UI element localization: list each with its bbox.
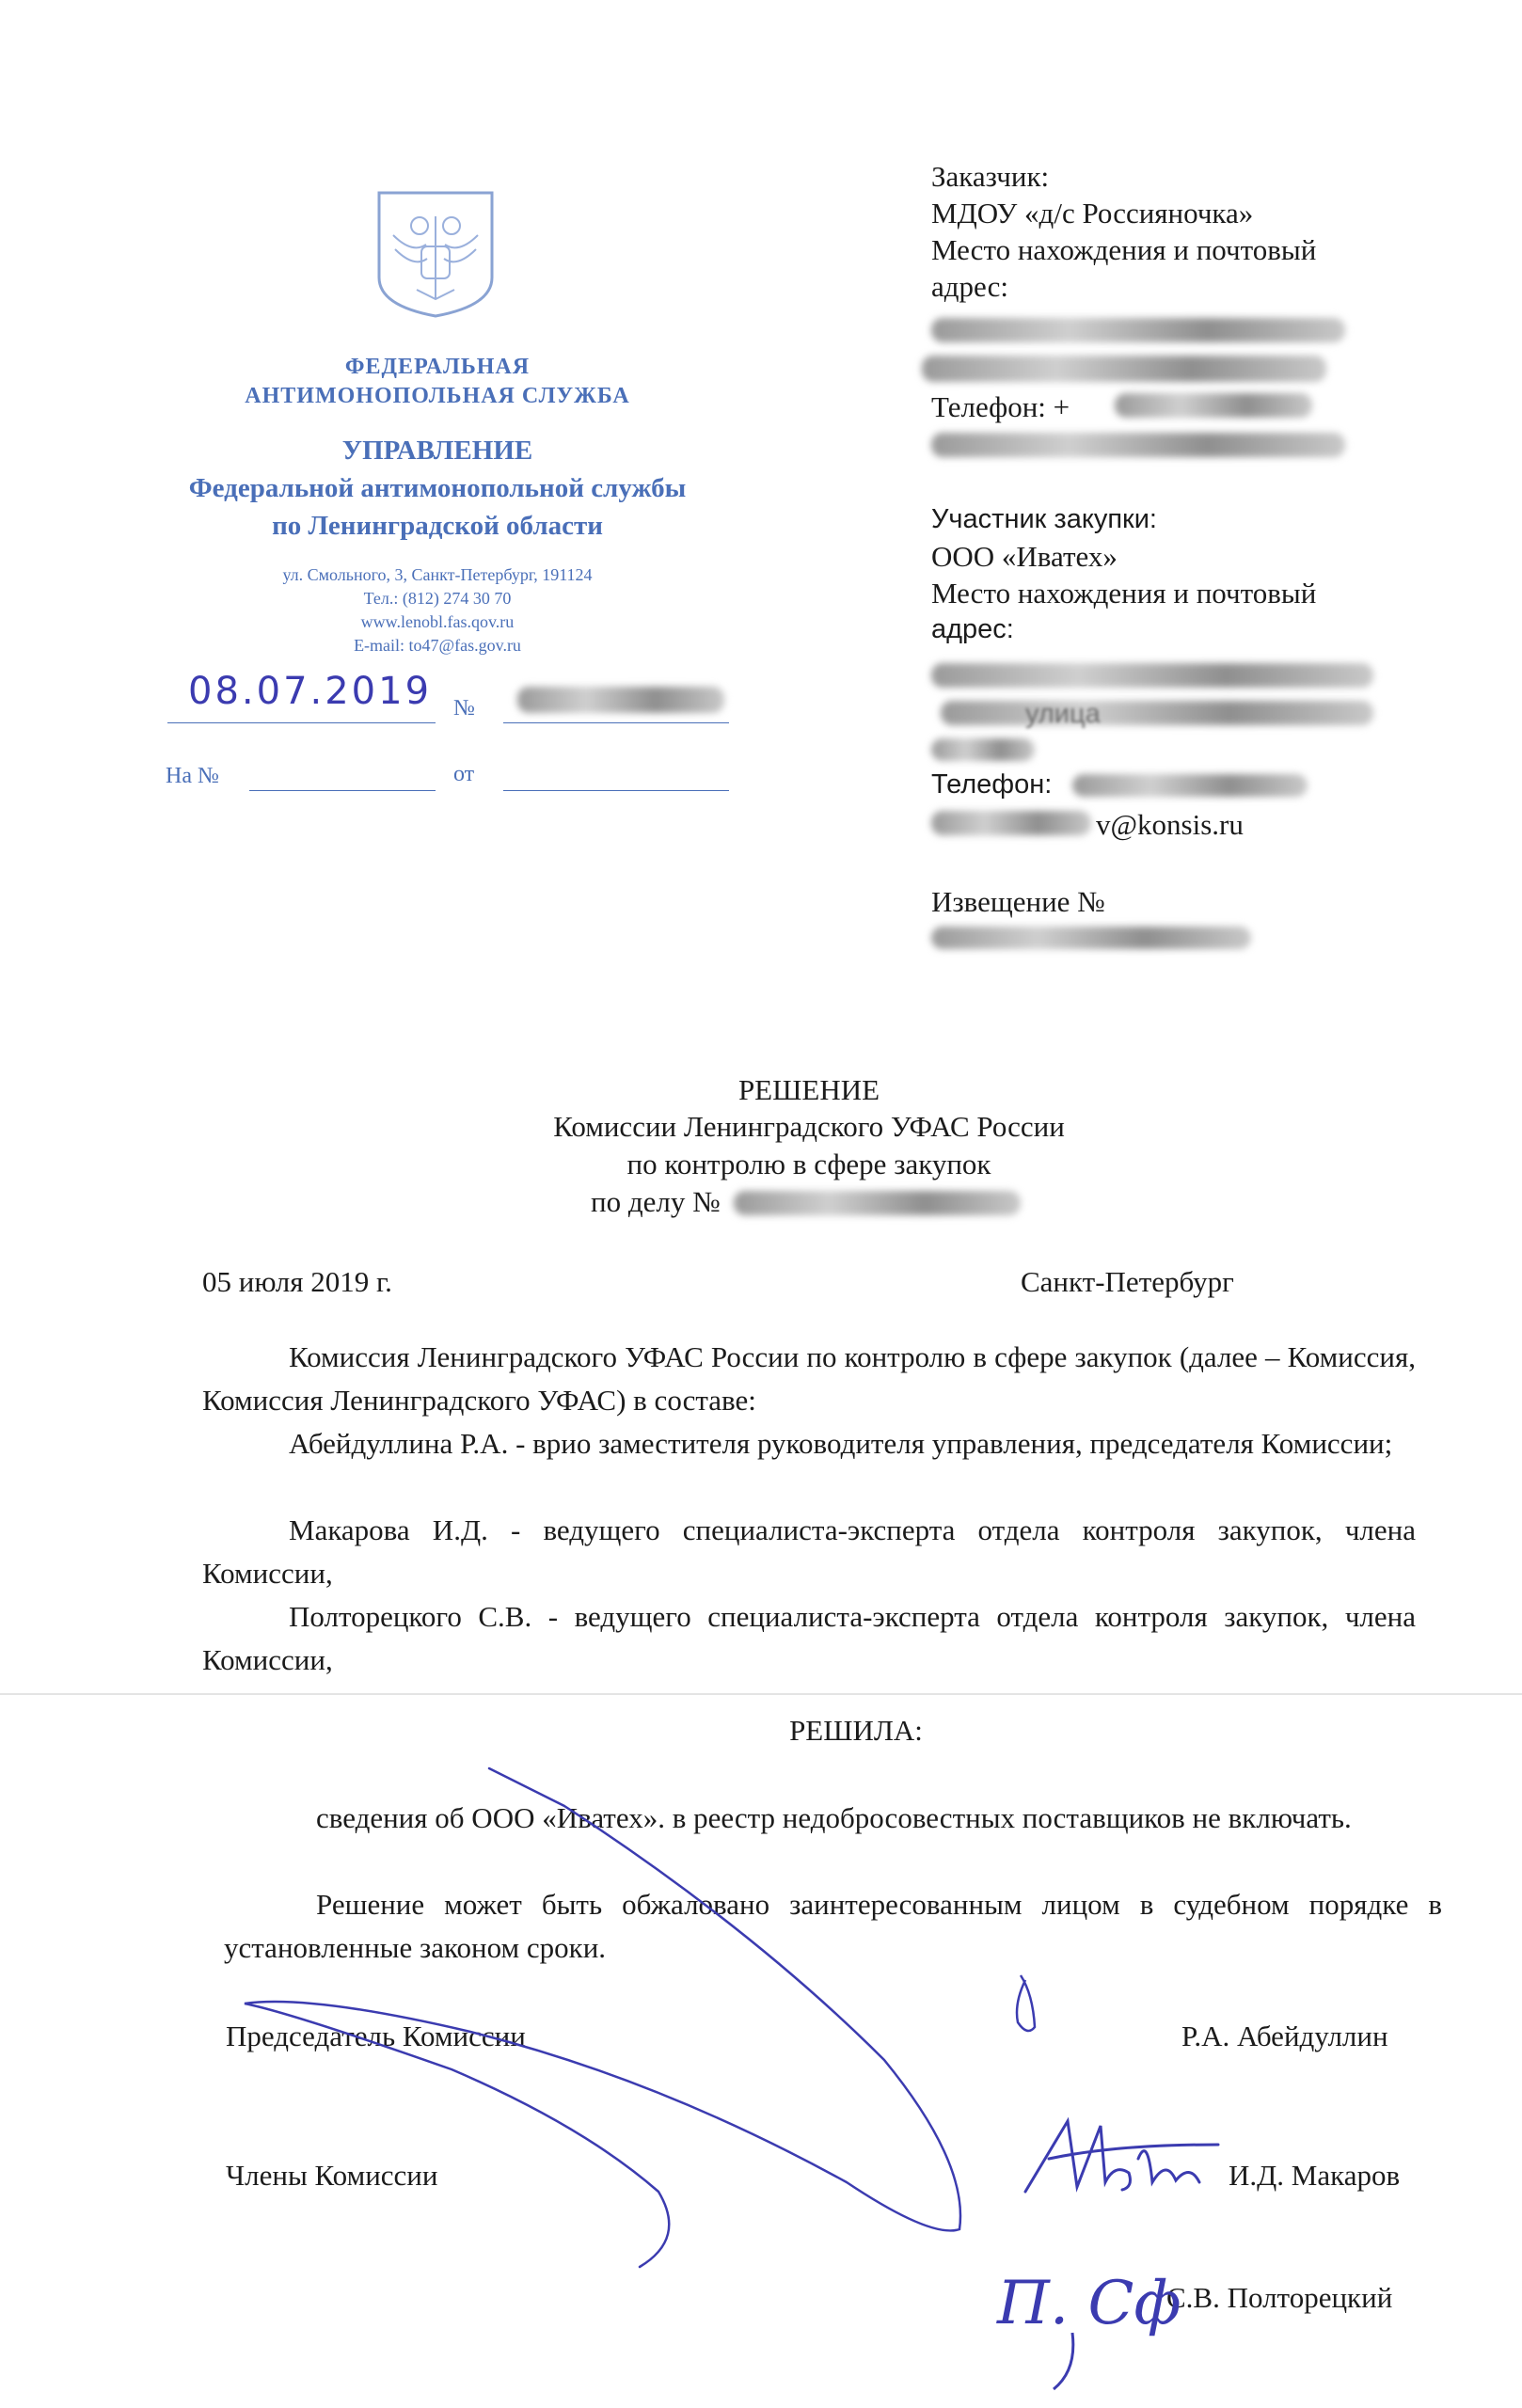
reply-underline	[249, 790, 436, 791]
case-label: по делу №	[591, 1185, 721, 1218]
notice-number-redacted	[931, 927, 1251, 949]
notice-label: Извещение №	[931, 885, 1105, 918]
dept-phone: Тел.: (812) 274 30 70	[363, 589, 512, 608]
participant-address-redacted-3	[931, 738, 1035, 761]
chair-name: Р.А. Абейдуллин	[1181, 2020, 1388, 2052]
members-label: Члены Комиссии	[226, 2159, 438, 2192]
service-name-line2: АНТИМОНОПОЛЬНАЯ СЛУЖБА	[245, 384, 630, 408]
date-underline	[167, 722, 436, 723]
resolution-2: Решение может быть обжаловано заинтересованным лицом в судебном порядке в установленные законом сроки.	[224, 1888, 1442, 1964]
paragraph-member-2: Полторецкого С.В. - ведущего специалиста-эксперта отдела контроля закупок, члена Комиссии,	[202, 1600, 1416, 1676]
service-name-line1: ФЕДЕРАЛЬНАЯ	[344, 355, 531, 379]
participant-phone-label: Телефон:	[931, 769, 1053, 800]
customer-address-label: Место нахождения и почтовый	[931, 233, 1317, 266]
number-label: №	[453, 696, 475, 721]
decision-subtitle-2: по контролю в сфере закупок	[626, 1148, 991, 1180]
participant-phone-redacted	[1072, 774, 1308, 797]
participant-address-label-2: адрес:	[931, 614, 1014, 644]
paragraph-member-1: Макарова И.Д. - ведущего специалиста-эксперта отдела контроля закупок, члена Комиссии,	[202, 1513, 1416, 1590]
reply-label: На №	[166, 764, 219, 788]
participant-name: ООО «Иватех»	[931, 540, 1118, 573]
customer-phone-redacted	[1115, 393, 1312, 418]
participant-address-redacted	[931, 663, 1373, 688]
case-number-redacted	[734, 1191, 1021, 1215]
participant-address-label: Место нахождения и почтовый	[931, 577, 1317, 610]
dept-website: www.lenobl.fas.qov.ru	[360, 612, 515, 631]
customer-email-redacted	[931, 433, 1345, 457]
customer-address-label-2: адрес:	[931, 270, 1008, 303]
customer-address-redacted-2	[922, 356, 1326, 382]
decision-title: РЕШЕНИЕ	[737, 1073, 880, 1106]
dept-address: ул. Смольного, 3, Санкт-Петербург, 191124	[282, 565, 593, 584]
participant-email: v@konsis.ru	[1096, 808, 1244, 841]
page-cut-divider	[0, 1693, 1522, 1695]
member-1-name: И.Д. Макаров	[1229, 2159, 1401, 2192]
outgoing-number-redacted	[517, 687, 724, 713]
paragraph-chair: Абейдуллина Р.А. - врио заместителя руководителя управления, председателя Комиссии;	[289, 1427, 1393, 1460]
dept-line1: УПРАВЛЕНИЕ	[341, 436, 533, 466]
from-underline	[503, 790, 729, 791]
dept-line3: по Ленинградской области	[272, 511, 603, 541]
number-underline	[503, 722, 729, 723]
member-2-name: С.В. Полторецкий	[1166, 2281, 1393, 2314]
member-1-signature	[1011, 2107, 1228, 2210]
resolution-1: сведения об ООО «Иватех». в реестр недобросовестных поставщиков не включать.	[316, 1801, 1352, 1834]
decision-subtitle-1: Комиссии Ленинградского УФАС России	[553, 1110, 1065, 1143]
participant-address-redacted-2	[941, 701, 1373, 725]
participant-block	[931, 501, 1458, 648]
dept-email: E-mail: to47@fas.gov.ru	[354, 636, 521, 655]
participant-address-fragment: улица	[1025, 699, 1101, 729]
customer-address-redacted	[931, 318, 1345, 342]
member-2-initials: П. Сф	[997, 2269, 1181, 2338]
participant-email-redacted	[931, 811, 1091, 835]
dept-line2: Федеральной антимонопольной службы	[188, 473, 687, 503]
participant-heading: Участник закупки:	[931, 504, 1157, 534]
chair-label: Председатель Комиссии	[226, 2020, 526, 2052]
customer-phone-label: Телефон: +	[931, 390, 1070, 423]
customer-name: МДОУ «д/с Россияночка»	[931, 197, 1254, 230]
customer-heading: Заказчик:	[931, 160, 1050, 193]
resolved-heading: РЕШИЛА:	[789, 1714, 923, 1747]
letterhead	[132, 183, 743, 657]
decision-city: Санкт-Петербург	[1021, 1265, 1234, 1298]
member-2-signature	[988, 2239, 1181, 2399]
customer-block	[931, 158, 1458, 305]
outgoing-date: 08.07.2019	[188, 670, 433, 713]
paragraph-commission: Комиссия Ленинградского УФАС России по контролю в сфере закупок (далее – Комиссия, Комиссия Ленинградского УФАС) в составе:	[202, 1340, 1416, 1417]
decision-date: 05 июля 2019 г.	[202, 1265, 392, 1298]
from-label: от	[453, 762, 475, 786]
